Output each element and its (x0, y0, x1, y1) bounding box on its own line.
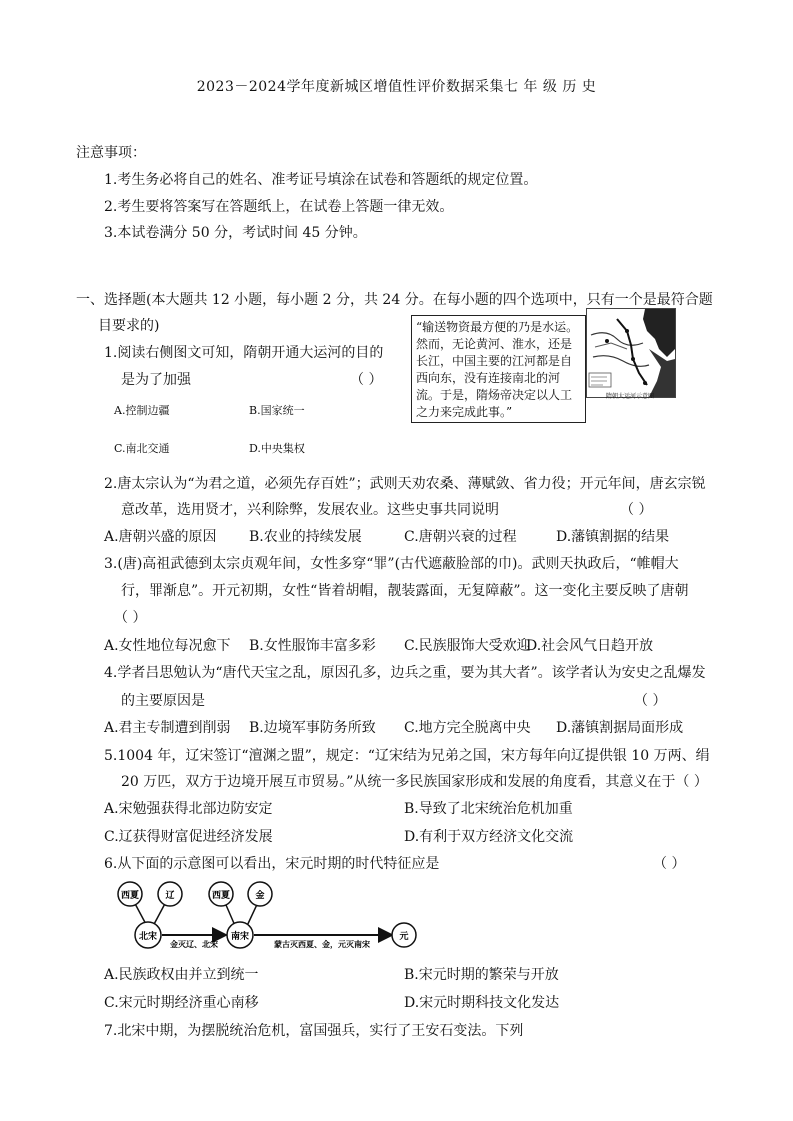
option-a: A.女性地位每况愈下 (104, 638, 231, 654)
option-a: A.民族政权由并立到统一 (104, 967, 259, 983)
question-2-stem: 2.唐太宗认为“为君之道，必须先存百姓”；武则天劝农桑、薄赋敛、省力役；开元年间，唐玄宗锐 (104, 476, 706, 492)
answer-paren: （ ） (653, 856, 686, 872)
option-d: D.宋元时期科技文化发达 (404, 995, 560, 1011)
question-5-stem-cont: 20 万匹，双方于边境开展互市贸易。”从统一多民族国家形成和发展的角度看，其意义在于（ ） (121, 774, 708, 790)
option-c: C.宋元时期经济重心南移 (104, 995, 259, 1011)
answer-paren: （ ） (350, 372, 383, 388)
question-4-stem: 4.学者吕思勉认为“唐代天宝之乱，原因孔多，边兵之重，要为其大者”。该学者认为安史之乱爆发 (104, 665, 706, 681)
option-d: D.社会风气日趋开放 (526, 638, 654, 654)
liao-label: 辽 (165, 891, 175, 901)
grand-canal-map (586, 308, 676, 398)
option-c: C.地方完全脱离中央 (404, 720, 531, 736)
answer-paren: （ ） (114, 610, 147, 626)
option-d: D.藩镇割据局面形成 (556, 720, 684, 736)
notice-heading: 注意事项： (76, 145, 146, 161)
section-heading: 一、选择题(本大题共 12 小题，每小题 2 分，共 24 分。在每小题的四个选项中，只有一个是最符合题 (76, 292, 713, 308)
option-b: B.宋元时期的繁荣与开放 (404, 967, 559, 983)
question-5-stem: 5.1004 年，辽宋签订“澶渊之盟”，规定：“辽宋结为兄弟之国，宋方每年向辽提供银 10 万两、绢 (104, 748, 710, 764)
beisong-label: 北宋 (138, 932, 158, 942)
question-1-stem-cont: 是为了加强 (121, 372, 191, 388)
option-d: D.有利于双方经济文化交流 (404, 829, 574, 845)
map-caption: 隋朝大运河示意图 (606, 393, 655, 400)
option-a: A.宋勉强获得北部边防安定 (104, 801, 273, 817)
option-c: C.唐朝兴衰的过程 (404, 529, 517, 545)
answer-paren: （ ） (620, 502, 653, 518)
section-heading-cont: 目要求的) (98, 318, 160, 334)
arrow-label-1: 金灭辽、北宋 (170, 940, 218, 949)
question-6-stem: 6.从下面的示意图可以看出，宋元时期的时代特征应是 (104, 856, 440, 872)
question-3-stem-cont: 行，罪渐息”。开元初期，女性“皆着胡帽，靓装露面，无复障蔽”。这一变化主要反映了唐朝 (121, 583, 689, 599)
option-b: B.导致了北宋统治危机加重 (404, 801, 573, 817)
source-quote-box: “输送物资最方便的乃是水运。然而，无论黄河、淮水，还是长江，中国主要的江河都是自西向东，没有连接南北的河流。于是，隋炀帝决定以人工之力来完成此事。” (411, 315, 586, 423)
nansong-label: 南宋 (230, 932, 250, 942)
answer-paren: （ ） (634, 693, 667, 709)
option-c: C.南北交通 (114, 442, 170, 455)
notice-item: 2.考生要将答案写在答题纸上，在试卷上答题一律无效。 (104, 199, 454, 215)
yuan-label: 元 (399, 932, 409, 942)
question-4-stem-cont: 的主要原因是 (121, 693, 205, 709)
option-b: B.女性服饰丰富多彩 (249, 638, 376, 654)
notice-item: 1.考生务必将自己的姓名、准考证号填涂在试卷和答题纸的规定位置。 (104, 172, 538, 188)
xixia-label-2: 西夏 (211, 891, 231, 901)
page-title: 2023－2024学年度新城区增值性评价数据采集七 年 级 历 史 (196, 79, 597, 95)
option-c: C.辽获得财富促进经济发展 (104, 829, 273, 845)
question-1-stem: 1.阅读右侧图文可知，隋朝开通大运河的目的 (104, 345, 384, 361)
dynasty-diagram (110, 880, 420, 954)
question-3-stem: 3.(唐)高祖武德到太宗贞观年间，女性多穿“罪”(古代遮蔽脸部的巾)。武则天执政后，“帷帽大 (104, 556, 679, 572)
option-b: B.边境军事防务所致 (249, 720, 376, 736)
option-a: A.君主专制遭到削弱 (104, 720, 231, 736)
xixia-label: 西夏 (120, 891, 140, 901)
option-d: D.藩镇割据的结果 (556, 529, 670, 545)
notice-item: 3.本试卷满分 50 分，考试时间 45 分钟。 (104, 225, 367, 241)
option-b: B.农业的持续发展 (249, 529, 362, 545)
option-c: C.民族服饰大受欢迎 (404, 638, 531, 654)
option-d: D.中央集权 (249, 442, 305, 455)
option-a: A.唐朝兴盛的原因 (104, 529, 217, 545)
option-a: A.控制边疆 (114, 404, 170, 417)
jin-label: 金 (255, 891, 265, 901)
option-b: B.国家统一 (249, 404, 305, 417)
question-7-stem: 7.北宋中期，为摆脱统治危机，富国强兵，实行了王安石变法。下列 (104, 1023, 524, 1039)
question-2-stem-cont: 意改革，选用贤才，兴利除弊，发展农业。这些史事共同说明 (121, 502, 499, 518)
arrow-label-2: 蒙古灭西夏、金，元灭南宋 (274, 940, 370, 949)
